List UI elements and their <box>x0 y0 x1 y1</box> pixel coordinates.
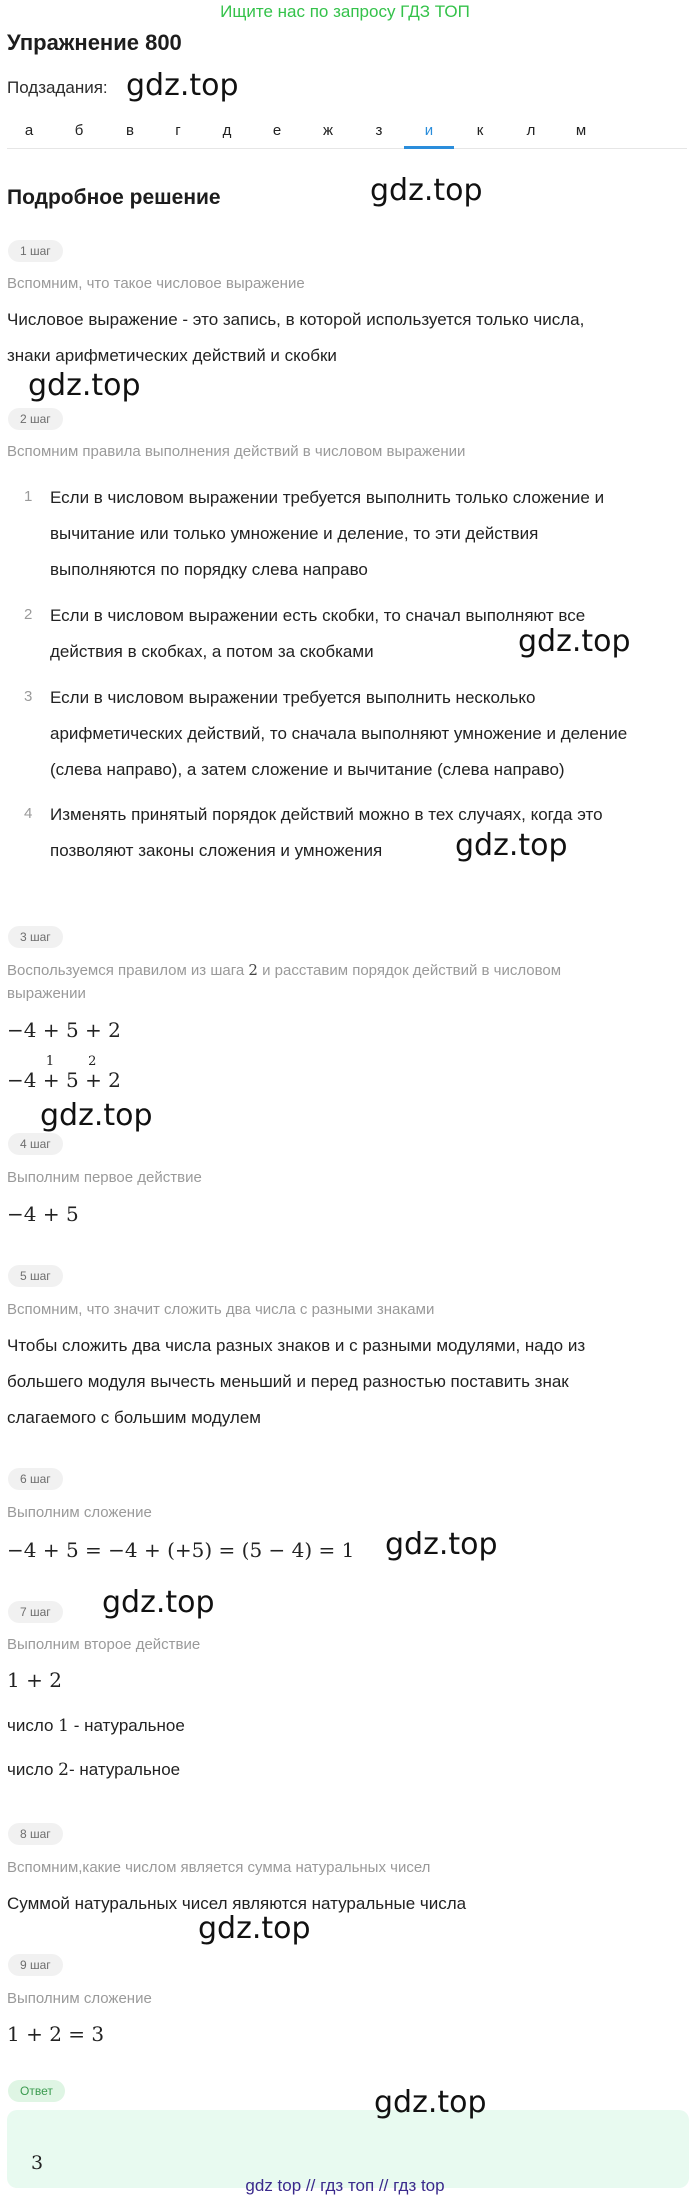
step-badge: 9 шаг <box>8 1954 63 1976</box>
watermark: gdz.top <box>518 624 631 659</box>
step-text: большего модуля вычесть меньший и перед разностью поставить знак <box>7 1372 569 1391</box>
rule-text: (слева направо), а затем сложение и вычитание (слева направо) <box>50 760 565 779</box>
text-part: - натуральное <box>68 1760 181 1779</box>
math-operator: + <box>42 1068 60 1092</box>
math-expression: −4 + 5 <box>7 1202 79 1226</box>
step-text <box>7 1752 180 1788</box>
tab-m[interactable]: м <box>575 122 587 139</box>
rule-text: выполняются по порядку слева направо <box>50 560 368 579</box>
tab-i[interactable]: и <box>424 122 434 139</box>
step-text <box>7 1708 185 1744</box>
rule-text: позволяют законы сложения и умножения <box>50 841 383 860</box>
tab-z[interactable]: з <box>375 122 383 139</box>
step-badge: 5 шаг <box>8 1265 63 1287</box>
order-mark: 2 <box>88 1054 97 1069</box>
tab-l[interactable]: л <box>526 122 536 139</box>
text-part: число <box>7 1760 59 1779</box>
math-operator: + <box>85 1068 102 1092</box>
tab-d[interactable]: д <box>222 122 232 139</box>
step-caption: Вспомним, что такое числовое выражение <box>7 275 305 292</box>
step-caption: Вспомним правила выполнения действий в числовом выражении <box>7 443 466 460</box>
watermark: gdz.top <box>385 1527 498 1562</box>
step-badge: 3 шаг <box>8 926 63 948</box>
page-title: Упражнение 800 <box>7 30 182 55</box>
step-caption: Выполним второе действие <box>7 1636 201 1653</box>
math-term: −4 <box>7 1068 37 1092</box>
math-expression-ordered <box>7 1054 121 1092</box>
rule-text: Изменять принятый порядок действий можно в тех случаях, когда это <box>50 805 603 824</box>
watermark: gdz.top <box>126 68 239 103</box>
watermark: gdz.top <box>102 1585 215 1620</box>
math-term: 2 <box>101 1068 121 1092</box>
watermark: gdz.top <box>28 368 141 403</box>
tab-b[interactable]: б <box>74 122 84 139</box>
math-term: 5 <box>59 1068 86 1092</box>
step-badge: 6 шаг <box>8 1468 63 1490</box>
step-badge: 4 шаг <box>8 1133 63 1155</box>
step-badge: 7 шаг <box>8 1601 63 1623</box>
watermark: gdz.top <box>40 1098 153 1133</box>
step-caption: Вспомним,какие числом является сумма натуральных чисел <box>7 1859 431 1876</box>
tab-zh[interactable]: ж <box>322 122 334 139</box>
tab-a[interactable]: а <box>24 122 34 139</box>
caption-number: 2 <box>248 961 258 979</box>
watermark: gdz.top <box>374 2085 487 2120</box>
promo-banner[interactable]: Ищите нас по запросу ГДЗ ТОП <box>220 2 470 21</box>
watermark: gdz.top <box>370 173 483 208</box>
step-text: Суммой натуральных чисел являются натуральные числа <box>7 1894 467 1913</box>
step-text: Чтобы сложить два числа разных знаков и с разными модулями, надо из <box>7 1336 586 1355</box>
step-caption: выражении <box>7 985 86 1002</box>
step-caption: Вспомним, что значит сложить два числа с разными знаками <box>7 1301 435 1318</box>
answer-value: 3 <box>31 2152 44 2174</box>
watermark: gdz.top <box>198 1911 311 1946</box>
step-text: знаки арифметических действий и скобки <box>7 346 337 365</box>
tab-v[interactable]: в <box>126 122 134 139</box>
math-expression: −4 + 5 = −4 + (+5) = (5 − 4) = 1 <box>7 1538 355 1562</box>
active-tab-indicator <box>404 146 454 149</box>
math-number: 2 <box>58 1760 69 1780</box>
step-text: Числовое выражение - это запись, в которой используется только числа, <box>7 310 585 329</box>
rule-number: 4 <box>24 805 33 822</box>
text-part: - натуральное <box>68 1716 185 1735</box>
step-badge: 8 шаг <box>8 1823 63 1845</box>
subtasks-label: Подзадания: <box>7 78 108 97</box>
footer-links[interactable]: gdz top // гдз топ // гдз top <box>245 2176 445 2195</box>
rule-text: вычитание или только умножение и деление, то эти действия <box>50 524 539 543</box>
rule-number: 1 <box>24 488 33 505</box>
math-number: 1 <box>58 1716 69 1736</box>
tab-k[interactable]: к <box>476 122 484 139</box>
text-part: число <box>7 1716 59 1735</box>
tab-g[interactable]: г <box>175 122 181 139</box>
rule-text: Если в числовом выражении требуется выполнить только сложение и <box>50 488 605 507</box>
rule-text: Если в числовом выражении есть скобки, то сначал выполняют все <box>50 606 586 625</box>
math-expression: −4 + 5 + 2 <box>7 1018 121 1042</box>
rule-number: 2 <box>24 606 33 623</box>
rule-text: действия в скобках, а потом за скобками <box>50 642 374 661</box>
subtask-tabs <box>7 118 687 149</box>
step-caption <box>7 959 561 982</box>
rule-text: Если в числовом выражении требуется выполнить несколько <box>50 688 536 707</box>
step-badge: 1 шаг <box>8 240 63 262</box>
solution-heading: Подробное решение <box>7 186 221 209</box>
step-badge: 2 шаг <box>8 408 63 430</box>
caption-text: и расставим порядок действий в числовом <box>257 962 562 979</box>
rule-text: арифметических действий, то сначала выполняют умножение и деление <box>50 724 628 743</box>
tab-e[interactable]: е <box>272 122 282 139</box>
math-expression: 1 + 2 = 3 <box>7 2022 105 2046</box>
caption-text: Воспользуемся правилом из шага <box>7 962 245 979</box>
step-text: слагаемого с большим модулем <box>7 1408 261 1427</box>
step-caption: Выполним сложение <box>7 1504 152 1521</box>
step-caption: Выполним сложение <box>7 1990 152 2007</box>
order-mark: 1 <box>45 1054 55 1069</box>
watermark: gdz.top <box>455 828 568 863</box>
step-caption: Выполним первое действие <box>7 1169 202 1186</box>
math-expression: 1 + 2 <box>7 1668 62 1692</box>
rule-number: 3 <box>24 688 33 705</box>
answer-badge: Ответ <box>8 2080 65 2102</box>
